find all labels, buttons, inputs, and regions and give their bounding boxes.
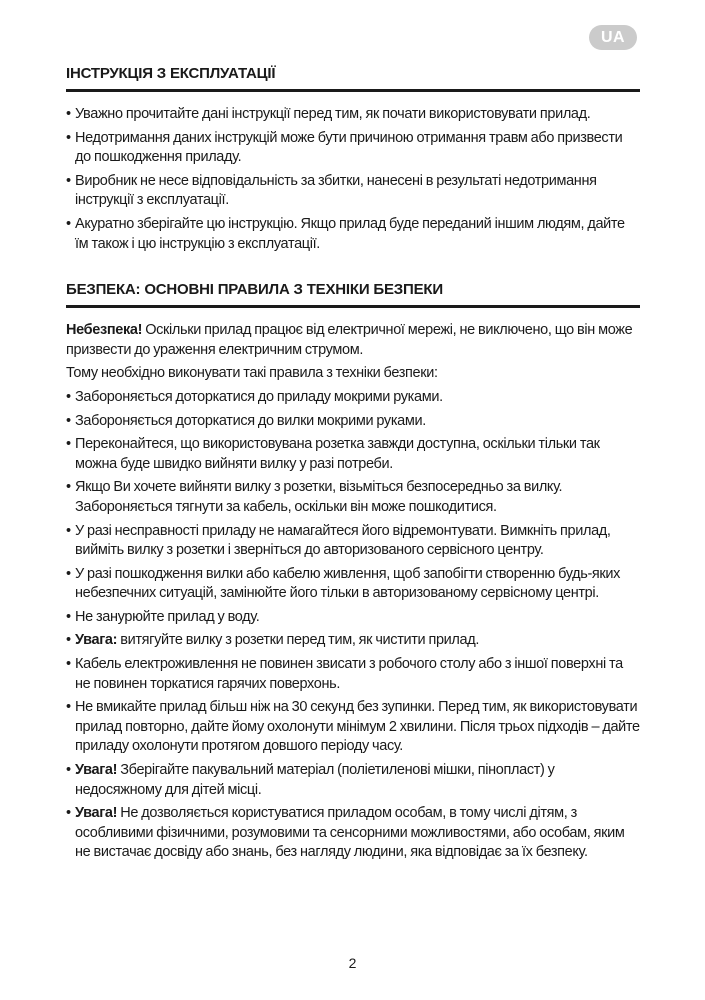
warning-label: Увага:	[75, 632, 118, 649]
list-item	[66, 761, 640, 800]
item-text: витягуйте вилку з розетки перед тим, як чистити прилад.	[117, 632, 480, 649]
item-text: Якщо Ви хочете вийняти вилку з розетки, візьміться безпосередньо за вилку. Забороняється тягнути за кабель, оскільки він може пошкодитися.	[75, 479, 563, 515]
item-text: Забороняється доторкатися до вилки мокрими руками.	[75, 412, 426, 429]
list-item	[66, 478, 640, 517]
item-text: Не занурюйте прилад у воду.	[75, 608, 260, 625]
danger-label: Небезпека!	[66, 322, 143, 339]
list-item	[66, 565, 640, 604]
safety-intro: Тому необхідно виконувати такі правила з техніки безпеки:	[66, 365, 438, 382]
list-item: • Виробник не несе відповідальність за збитки, нанесені в результаті недотримання інструкції з експлуатації.	[66, 172, 640, 211]
section-heading-instructions: ІНСТРУКЦІЯ З ЕКСПЛУАТАЦІЇ	[66, 64, 640, 92]
list-item: • Уважно прочитайте дані інструкції перед тим, як почати використовувати прилад.	[66, 105, 640, 125]
warning-label: Увага!	[75, 805, 118, 822]
danger-text: Оскільки прилад працює від електричної мережі, не виключено, що він може призвести до ураження електричним струмом.	[66, 322, 633, 358]
list-item	[66, 522, 640, 561]
page-number: 2	[348, 955, 357, 971]
danger-paragraph	[66, 321, 640, 360]
item-text: Зберігайте пакувальний матеріал (поліетиленові мішки, пінопласт) у недосяжному для дітей місці.	[75, 762, 555, 798]
section-heading-safety: БЕЗПЕКА: ОСНОВНІ ПРАВИЛА З ТЕХНІКИ БЕЗПЕКИ	[66, 280, 640, 308]
list-item	[66, 698, 640, 757]
list-item: • Акуратно зберігайте цю інструкцію. Якщо прилад буде переданий іншим людям, дайте їм також і цю інструкцію з експлуатації.	[66, 215, 640, 254]
list-item	[66, 435, 640, 474]
list-item	[66, 631, 640, 651]
instructions-list	[66, 105, 640, 254]
item-text: Не дозволяється користуватися приладом особам, в тому числі дітям, з особливими фізичними, розумовими та сенсорними можливостями, або особам, яким не вистачає досвіду або знань, без нагляду людини, яка відповідає за їх безпеку.	[75, 805, 625, 861]
safety-list	[66, 388, 640, 863]
list-item	[66, 655, 640, 694]
warning-label: Увага!	[75, 762, 118, 779]
list-item	[66, 412, 640, 432]
list-item: • Недотримання даних інструкцій може бути причиною отримання травм або призвести до пошкодження приладу.	[66, 129, 640, 168]
item-text: Кабель електроживлення не повинен звисати з робочого столу або з іншої поверхні та не повинен торкатися гарячих поверхонь.	[75, 656, 623, 692]
item-text: Переконайтеся, що використовувана розетка завжди доступна, оскільки тільки так можна буде швидко вийняти вилку у разі потреби.	[75, 436, 600, 472]
document-content	[66, 64, 640, 867]
item-text: У разі несправності приладу не намагайтеся його відремонтувати. Вимкніть прилад, вийміть вилку з розетки і зверніться до авторизованого сервісного центру.	[75, 522, 611, 559]
list-item	[66, 608, 640, 628]
list-item	[66, 388, 640, 408]
language-badge: UA	[589, 25, 637, 50]
item-text: У разі пошкодження вилки або кабелю живлення, щоб запобігти створенню будь-яких небезпечних ситуацій, замінюйте його тільки в авторизованому сервісному центрі.	[75, 565, 621, 602]
item-text: Забороняється доторкатися до приладу мокрими руками.	[75, 388, 443, 405]
list-item	[66, 804, 640, 863]
item-text: Не вмикайте прилад більш ніж на 30 секунд без зупинки. Перед тим, як використовувати прилад повторно, дайте йому охолонути мінімум 2 хвилини. Після трьох підходів – дайте приладу охолонути протягом довшого періоду часу.	[75, 699, 640, 755]
